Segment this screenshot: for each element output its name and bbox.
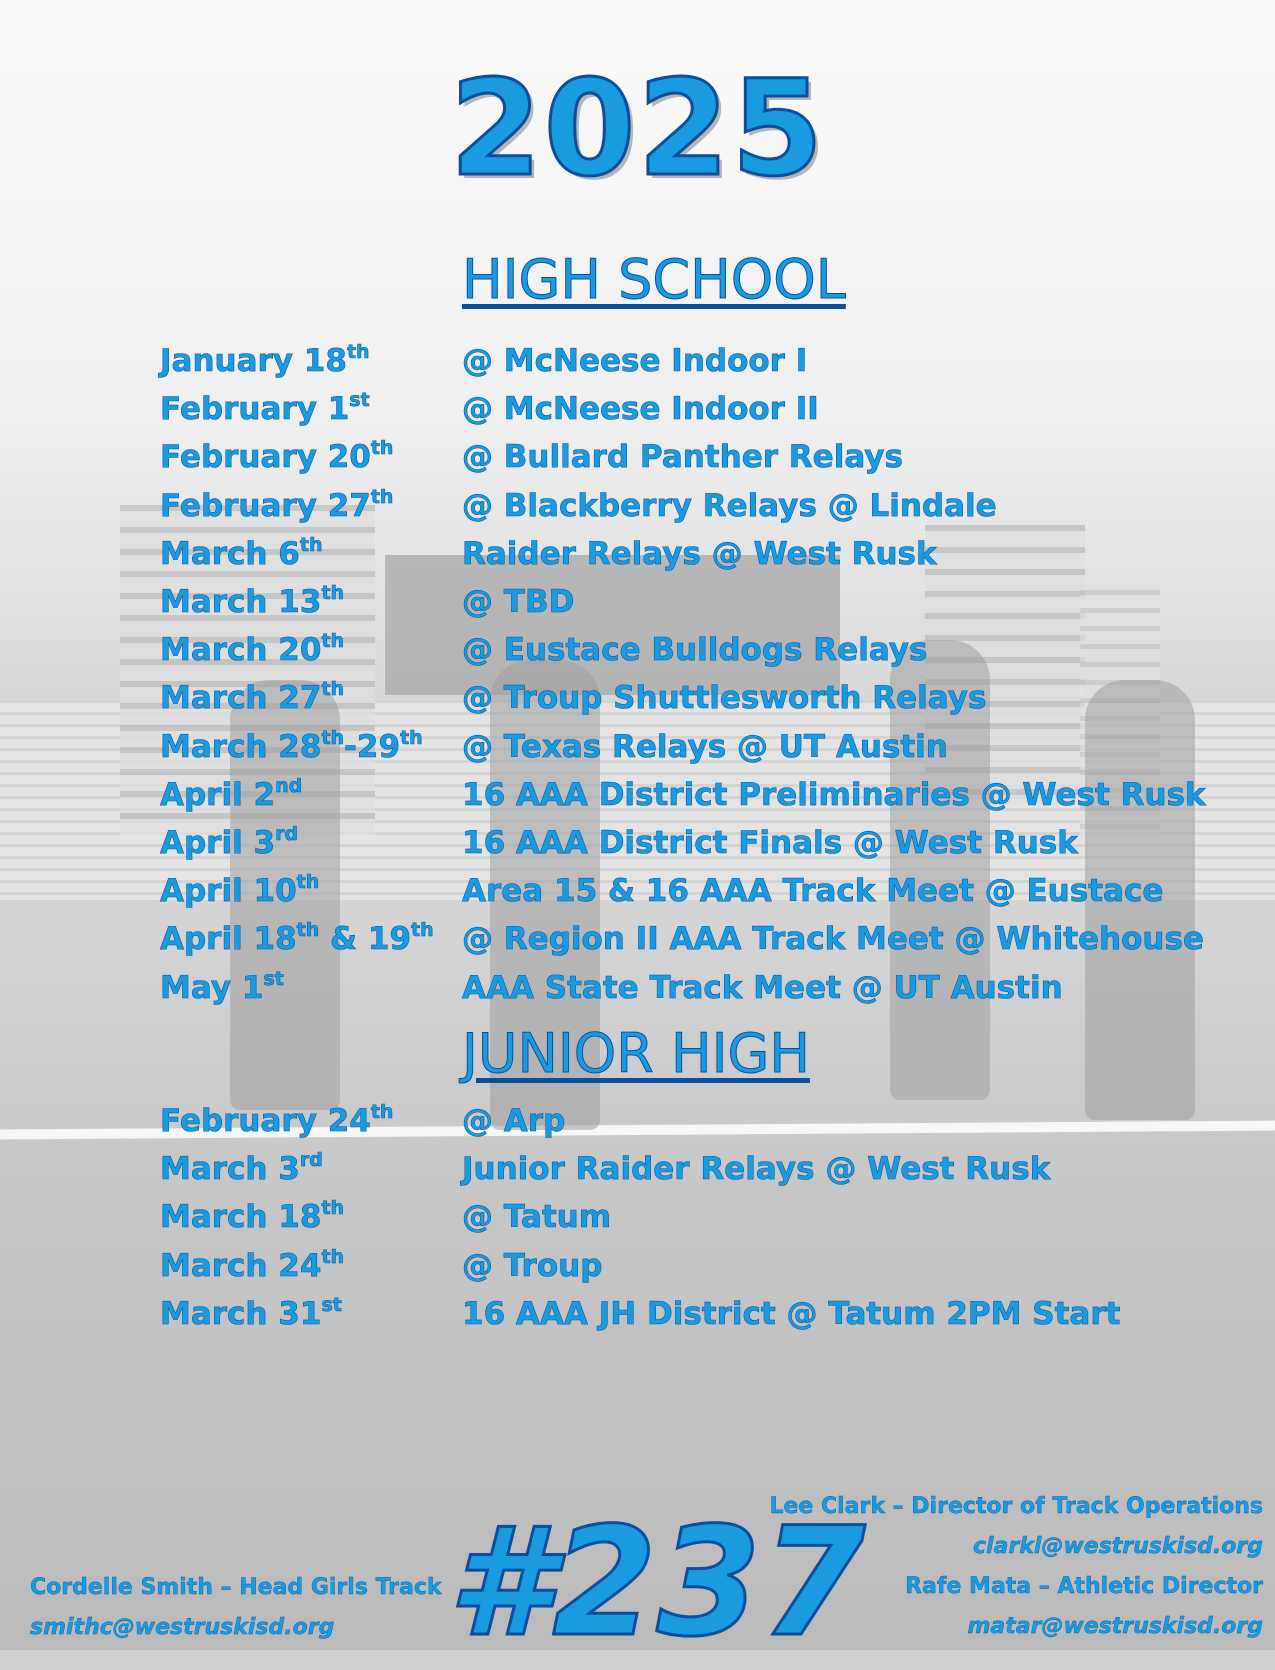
meet-event: @ Troup Shuttlesworth Relays (462, 680, 987, 717)
meet-event: @ Eustace Bulldogs Relays (462, 632, 928, 669)
date-ordinal: th (321, 726, 345, 749)
meet-event: @ Blackberry Relays @ Lindale (462, 487, 997, 524)
meet-date (160, 774, 303, 813)
schedule-row (0, 632, 1275, 678)
meet-date (160, 1199, 344, 1235)
date-ordinal: th (370, 1101, 394, 1123)
date-ordinal: th (296, 871, 320, 894)
date-text: February 20 (160, 439, 371, 476)
athletic-director-name: Rafe Mata – Athletic Director (905, 1574, 1263, 1599)
date-ordinal: th (321, 630, 345, 653)
meet-event: @ Tatum (462, 1199, 612, 1236)
date-ordinal: th (321, 582, 345, 604)
meet-date (160, 967, 284, 1006)
date-ordinal: st (349, 389, 370, 412)
date-text: April 2 (160, 776, 276, 813)
meet-date (160, 485, 394, 524)
date-ordinal: th (296, 919, 320, 942)
meet-date (160, 533, 323, 572)
meet-event: @ Region II AAA Track Meet @ Whitehouse (462, 921, 1204, 958)
date-ordinal: st (321, 1293, 342, 1316)
date-text: March 28 (160, 728, 322, 765)
meet-event: Area 15 & 16 AAA Track Meet @ Eustace (462, 873, 1164, 910)
meet-date (160, 439, 393, 475)
date-extra: & 19 (319, 921, 412, 958)
schedule-row (0, 873, 1275, 919)
schedule-row (0, 967, 1275, 1016)
date-text: March 24 (160, 1247, 322, 1284)
date-ordinal: th (321, 1245, 345, 1268)
date-text: April 18 (160, 921, 297, 958)
schedule-row (0, 921, 1275, 967)
date-ordinal: th (321, 1197, 345, 1220)
meet-date (160, 1293, 342, 1332)
meet-date (160, 921, 434, 957)
schedule-row (0, 1245, 1275, 1294)
date-ordinal: th (346, 341, 370, 363)
meet-event: @ McNeese Indoor II (462, 391, 819, 428)
date-ordinal: th (321, 678, 345, 701)
date-text: April 10 (160, 873, 297, 910)
meet-event: @ Texas Relays @ UT Austin (462, 728, 948, 765)
date-ordinal: st (263, 967, 284, 990)
date-text: January 18 (160, 343, 347, 379)
athletic-director-email[interactable]: matar@westruskisd.org (967, 1614, 1263, 1639)
meet-date (160, 632, 344, 668)
high-school-heading: HIGH SCHOOL (462, 248, 846, 311)
meet-event: 16 AAA JH District @ Tatum 2PM Start (462, 1295, 1121, 1332)
schedule-row (0, 391, 1275, 437)
head-coach-email[interactable]: smithc@westruskisd.org (30, 1615, 335, 1640)
meet-date (160, 680, 344, 716)
date-ordinal: rd (299, 1149, 323, 1172)
date-ordinal: th (370, 485, 394, 508)
schedule-row (0, 1103, 1275, 1149)
date-ordinal: nd (275, 774, 303, 797)
date-text: February 24 (160, 1103, 371, 1139)
date-text: March 27 (160, 680, 322, 717)
date-text: April 3 (160, 825, 276, 861)
schedule-row (0, 343, 1275, 389)
date-extra-ordinal: th (400, 726, 423, 749)
date-text: March 3 (160, 1151, 300, 1188)
meet-date (160, 584, 344, 620)
date-extra-ordinal: th (411, 919, 434, 942)
schedule-row (0, 774, 1275, 823)
schedule-row (0, 1151, 1275, 1197)
date-ordinal: th (370, 437, 394, 460)
meet-date (160, 391, 370, 427)
meet-event: @ Troup (462, 1247, 603, 1284)
date-text: March 18 (160, 1199, 322, 1236)
meet-event: 16 AAA District Finals @ West Rusk (462, 825, 1078, 861)
date-text: March 20 (160, 632, 322, 669)
meet-date (160, 1245, 345, 1284)
meet-event: @ TBD (462, 584, 575, 620)
date-text: March 31 (160, 1295, 322, 1332)
meet-event: 16 AAA District Preliminaries @ West Rusk (462, 776, 1206, 813)
meet-date (160, 873, 319, 909)
head-coach-name: Cordelle Smith – Head Girls Track (30, 1575, 442, 1600)
schedule-row (0, 1293, 1275, 1342)
date-text: March 6 (160, 535, 300, 572)
schedule-row (0, 726, 1275, 775)
date-text: March 13 (160, 584, 322, 620)
meet-date (160, 343, 370, 379)
schedule-row (0, 1199, 1275, 1245)
date-text: February 1 (160, 391, 350, 428)
school-number: #237 (448, 1496, 866, 1670)
schedule-row (0, 533, 1275, 582)
track-director-name: Lee Clark – Director of Track Operations (769, 1494, 1263, 1519)
meet-date (160, 726, 423, 765)
meet-event: @ Bullard Panther Relays (462, 439, 903, 476)
meet-event: Raider Relays @ West Rusk (462, 535, 937, 572)
schedule-row (0, 584, 1275, 630)
date-ordinal: th (299, 533, 323, 556)
junior-high-heading: JUNIOR HIGH (462, 1022, 810, 1085)
date-ordinal: rd (275, 823, 299, 845)
meet-date (160, 1103, 393, 1139)
meet-event: AAA State Track Meet @ UT Austin (462, 969, 1063, 1006)
schedule-row (0, 439, 1275, 485)
meet-date (160, 825, 298, 861)
schedule-row (0, 680, 1275, 726)
schedule-row (0, 825, 1275, 871)
meet-event: @ McNeese Indoor I (462, 343, 808, 379)
date-text: May 1 (160, 969, 264, 1006)
track-director-email[interactable]: clarkl@westruskisd.org (973, 1534, 1263, 1559)
meet-date (160, 1151, 323, 1187)
schedule-row (0, 485, 1275, 534)
meet-event: Junior Raider Relays @ West Rusk (462, 1151, 1051, 1188)
poster-year: 2025 (449, 52, 826, 206)
date-extra: -29 (344, 728, 401, 765)
date-text: February 27 (160, 487, 371, 524)
meet-event: @ Arp (462, 1103, 566, 1139)
